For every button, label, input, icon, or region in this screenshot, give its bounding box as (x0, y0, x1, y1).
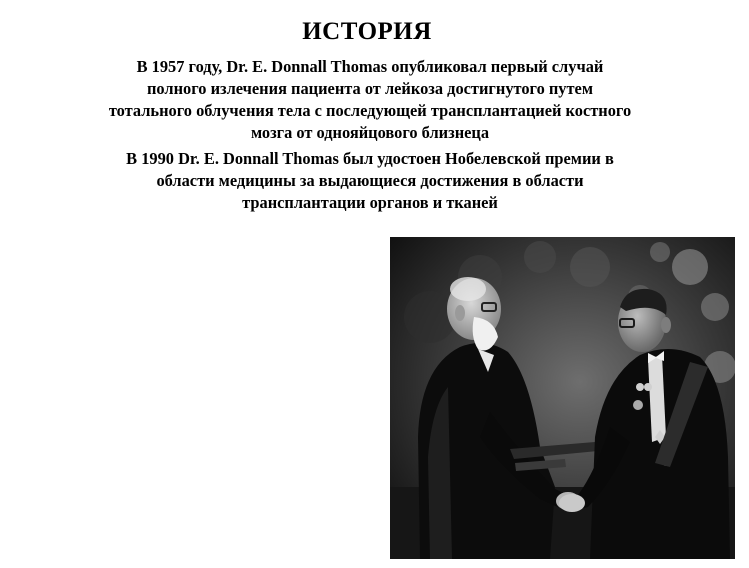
handshake (559, 494, 585, 512)
paragraph-line: мозга от однояйцового близнеца (250, 123, 490, 142)
history-paragraph-1957 (90, 56, 650, 144)
ceremony-photo-illustration (390, 237, 735, 559)
paragraph-line: полного излечения пациента от лейкоза достигнутого путем (146, 79, 593, 98)
paragraph-line: В 1957 году, Dr. E. Donnall Thomas опубликовал первый случай (136, 57, 604, 76)
history-paragraph-1990 (90, 148, 650, 214)
paragraph-line: трансплантации органов и тканей (242, 193, 498, 212)
paragraph-line: В 1990 Dr. E. Donnall Thomas был удостоен Нобелевской премии в (126, 149, 614, 168)
paragraph-line: тотального облучения тела с последующей трансплантацией костного (108, 101, 632, 120)
paragraph-line: области медицины за выдающиеся достижения в области (156, 171, 584, 190)
ceremony-photo (390, 237, 735, 559)
slide-title: ИСТОРИЯ (302, 18, 432, 45)
